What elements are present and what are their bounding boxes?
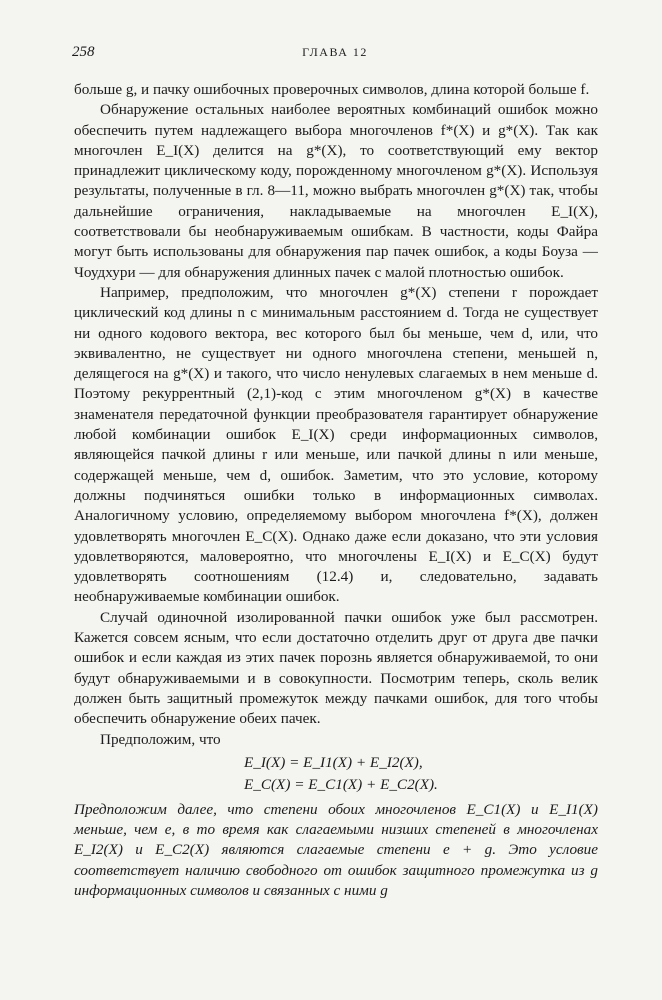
closing-paragraph: Предположим далее, что степени обоих многочленов E_C1(X) и E_I1(X) меньше, чем e, в то время как слагаемыми низших степеней в многочленах E_I2(X) и E_C2(X) являются слагаемые степени e + g. Это условие соответствует наличию свободного от ошибок защитного промежутка из g информационных символов и связанных с ними g xyxy=(74,800,598,899)
equation-block xyxy=(74,752,598,796)
paragraph-5: Предположим, что xyxy=(100,730,221,748)
running-head: ГЛАВА 12 xyxy=(302,45,368,59)
page-number: 258 xyxy=(72,44,95,60)
paragraph-4: Случай одиночной изолированной пачки ошибок уже был рассмотрен. Кажется совсем ясным, что если достаточно отделить друг от друга две пачки ошибок и если каждая из этих пачек порознь является обнаруживаемой, то они будут обнаруживаемыми и в совокупности. Посмотрим теперь, сколь велик должен быть защитный промежуток между пачками ошибок, для того чтобы обеспечить обнаружение обеих пачек. xyxy=(74,608,598,728)
equation-1: E_I(X) = E_I1(X) + E_I2(X), xyxy=(244,753,423,771)
equation-2: E_C(X) = E_C1(X) + E_C2(X). xyxy=(244,775,438,793)
body-text xyxy=(74,80,598,901)
paragraph-1: больше g, и пачку ошибочных проверочных символов, длина которой больше f. xyxy=(74,81,590,98)
paragraph-3: Например, предположим, что многочлен g*(X) степени r порождает циклический код длины n с минимальным расстоянием d. Тогда не существует ни одного кодового вектора, вес которого был бы меньше, чем d, или, что эквивалентно, не существует ни одного многочлена степени, меньшей n, делящегося на g*(X) и такого, что число ненулевых слагаемых в нем меньше d. Поэтому рекуррентный (2,1)-код с этим многочленом g*(X) в качестве знаменателя передаточной функции преобразователя гарантирует обнаружение любой комбинации ошибок E_I(X) среди информационных символов, являющейся пачкой длины r или меньше, или пачкой длины n или меньше, содержащей меньше, чем d, ошибок. Заметим, что это условие, которому должны подчиняться ошибки только в информационных символах. Аналогичному условию, определяемому выбором многочлена f*(X), должен удовлетворять многочлен E_C(X). Однако даже если доказано, что эти условия удовлетворяются, маловероятно, что многочлены E_I(X) и E_C(X) будут удовлетворять соотношениям (12.4) и, следовательно, задавать необнаруживаемые комбинации ошибок. xyxy=(74,283,598,606)
paragraph-2: Обнаружение остальных наиболее вероятных комбинаций ошибок можно обеспечить путем надлежащего выбора многочленов f*(X) и g*(X). Так как многочлен E_I(X) делится на g*(X), то соответствующий ему вектор принадлежит циклическому коду, порожденному многочленом g*(X). Используя результаты, полученные в гл. 8—11, можно выбрать многочлен g*(X) так, чтобы дальнейшие ограничения, накладываемые на многочлен E_I(X), соответствовали бы необнаруживаемым ошибкам. В частности, коды Файра могут быть использованы для обнаружения пар пачек ошибок, а коды Боуза — Чоудхури — для обнаружения длинных пачек с малой плотностью ошибок. xyxy=(74,101,598,281)
page-header xyxy=(72,44,598,64)
